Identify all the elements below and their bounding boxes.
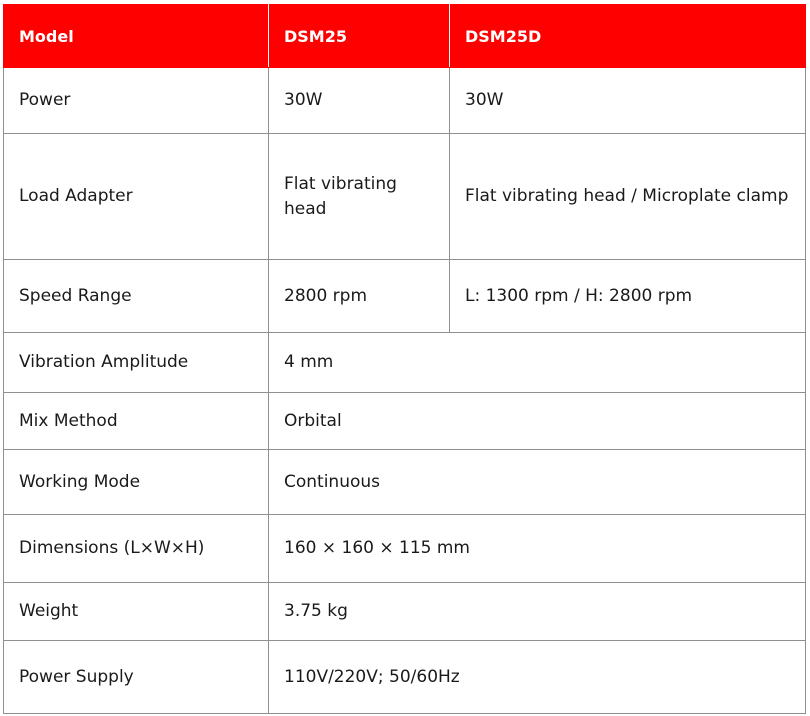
dsm25d-value: 30W [450,68,806,134]
table-row [4,333,806,393]
dsm25d-value: Flat vibrating head / Microplate clamp [450,134,806,260]
shared-value: 110V/220V; 50/60Hz [269,641,806,714]
table-row [4,515,806,583]
dsm25-value: 2800 rpm [269,260,450,333]
table-row [4,68,806,134]
table-row [4,260,806,333]
row-label: Weight [4,583,269,641]
table-row [4,134,806,260]
shared-value: 160 × 160 × 115 mm [269,515,806,583]
row-label: Speed Range [4,260,269,333]
dsm25d-value: L: 1300 rpm / H: 2800 rpm [450,260,806,333]
table-row [4,641,806,714]
row-label: Vibration Amplitude [4,333,269,393]
table-header [4,5,806,68]
row-label: Power [4,68,269,134]
row-label: Power Supply [4,641,269,714]
table-row [4,583,806,641]
header-cell-dsm25d: DSM25D [450,5,806,68]
shared-value: Continuous [269,450,806,515]
row-label: Load Adapter [4,134,269,260]
header-cell-dsm25: DSM25 [269,5,450,68]
row-label: Mix Method [4,393,269,450]
shared-value: Orbital [269,393,806,450]
shared-value: 4 mm [269,333,806,393]
shared-value: 3.75 kg [269,583,806,641]
spec-table [3,4,806,714]
row-label: Dimensions (L×W×H) [4,515,269,583]
dsm25-value: 30W [269,68,450,134]
header-cell-model: Model [4,5,269,68]
dsm25-value: Flat vibrating head [269,134,450,260]
table-row [4,393,806,450]
table-row [4,450,806,515]
table-body [4,68,806,714]
header-row [4,5,806,68]
row-label: Working Mode [4,450,269,515]
